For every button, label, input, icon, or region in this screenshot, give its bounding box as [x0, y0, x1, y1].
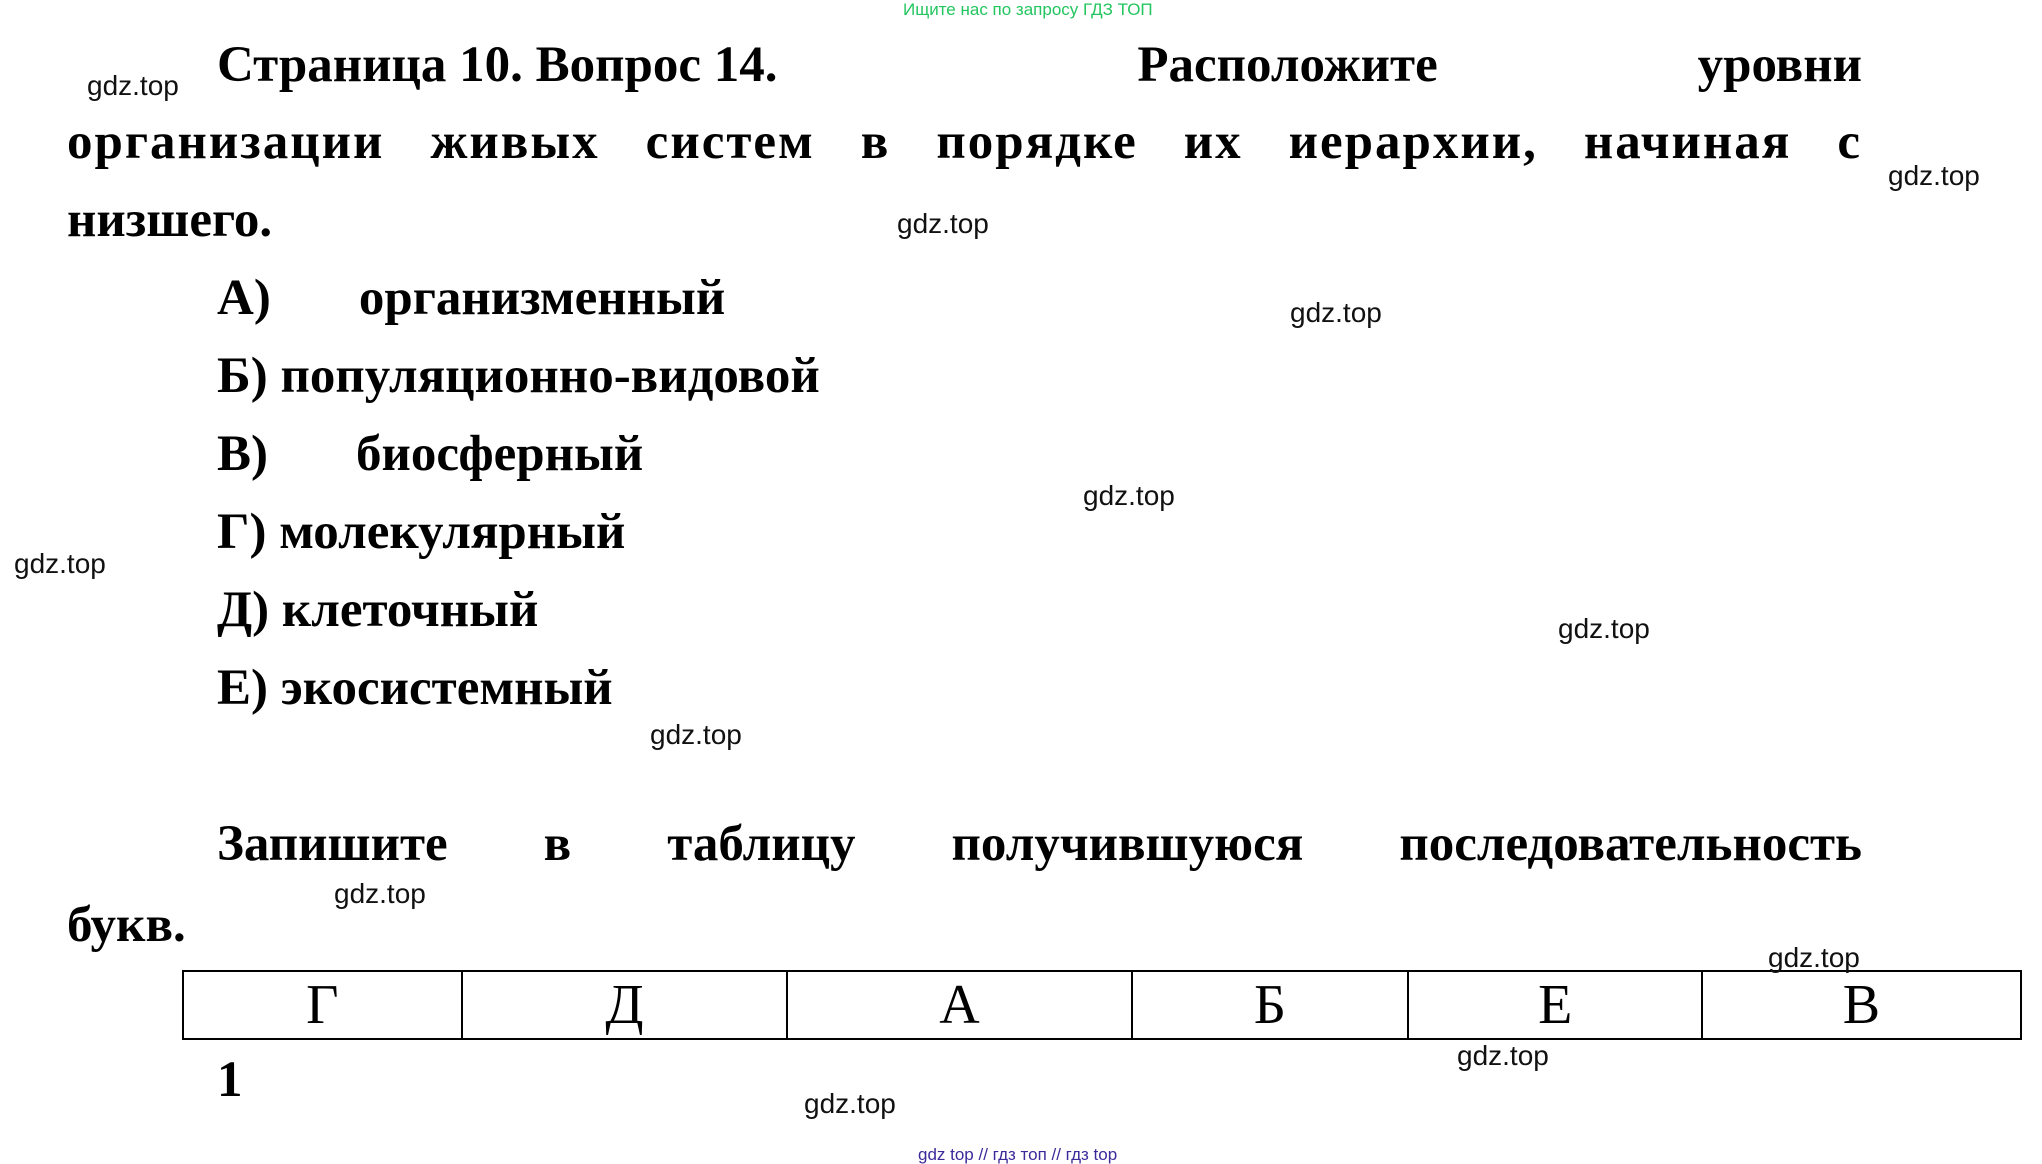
question-line-1: [217, 35, 1862, 95]
option-letter: Д): [217, 582, 270, 638]
option-text: организменный: [358, 270, 726, 326]
watermark: gdz.top: [1888, 160, 1980, 191]
option-letter: Е): [217, 660, 268, 716]
answer-cell: Г: [183, 971, 462, 1039]
bottom-banner: gdz top // гдз топ // гдз top: [918, 1145, 1118, 1164]
watermark: gdz.top: [1290, 297, 1382, 328]
option-text: популяционно-видовой: [280, 348, 820, 404]
question-line-3: низшего.: [67, 192, 273, 248]
answer-row: [183, 971, 2021, 1039]
answer-table: [182, 970, 2022, 1040]
option-d: [217, 580, 538, 640]
watermark: gdz.top: [1083, 480, 1175, 511]
question-word-levels: уровни: [1697, 37, 1862, 93]
watermark: gdz.top: [87, 70, 179, 101]
answer-cell: Б: [1132, 971, 1409, 1039]
question-page-label: Страница 10. Вопрос 14.: [217, 37, 778, 93]
option-text: молекулярный: [279, 504, 626, 560]
question-verb: Расположите: [1137, 37, 1438, 93]
watermark: gdz.top: [1558, 613, 1650, 644]
option-g: [217, 502, 625, 562]
question-line-2: организации живых систем в порядке их иерархии, начиная с: [67, 114, 1862, 170]
answer-cell: Е: [1408, 971, 1702, 1039]
answer-cell: Д: [462, 971, 788, 1039]
option-a: [217, 268, 725, 328]
option-text: клеточный: [281, 582, 539, 638]
instruction-line-1: Запишите в таблицу получившуюся последовательность: [217, 816, 1862, 872]
answer-cell: А: [787, 971, 1131, 1039]
watermark: gdz.top: [897, 208, 989, 239]
footnote-number: 1: [217, 1052, 243, 1108]
option-letter: А): [217, 270, 271, 326]
watermark: gdz.top: [1768, 942, 1860, 973]
option-e: [217, 658, 613, 718]
option-b: [217, 346, 820, 406]
option-letter: Б): [217, 348, 268, 404]
option-text: экосистемный: [280, 660, 613, 716]
option-v: [217, 424, 643, 484]
option-text: биосферный: [356, 426, 644, 482]
answer-cell: В: [1702, 971, 2021, 1039]
instruction-line-2: букв.: [67, 897, 186, 953]
option-letter: Г): [217, 504, 267, 560]
top-banner: Ищите нас по запросу ГДЗ ТОП: [903, 0, 1153, 19]
option-letter: В): [217, 426, 268, 482]
watermark: gdz.top: [1457, 1040, 1549, 1071]
watermark: gdz.top: [14, 548, 106, 579]
watermark: gdz.top: [334, 878, 426, 909]
watermark: gdz.top: [650, 719, 742, 750]
watermark: gdz.top: [804, 1088, 896, 1119]
